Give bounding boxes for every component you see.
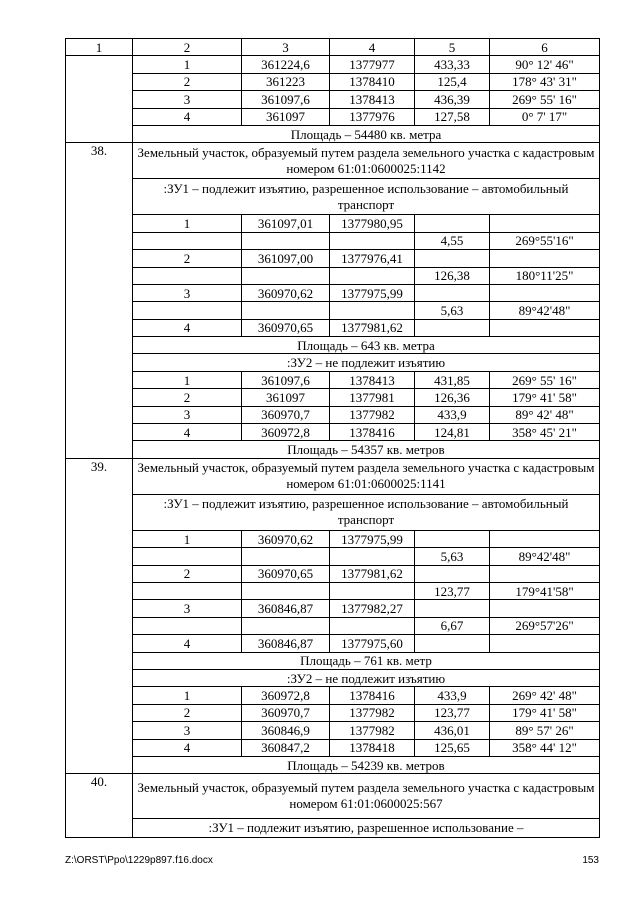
point-row xyxy=(66,267,600,284)
cell-col-5: 126,38 xyxy=(415,267,490,284)
cell-col-4: 1378413 xyxy=(330,91,415,108)
cell-col-2: 3 xyxy=(133,600,242,617)
cell-col-5: 431,85 xyxy=(415,371,490,388)
header-col-1: 1 xyxy=(66,39,133,56)
coordinates-table xyxy=(65,38,600,838)
cell-col-6: 89°42'48" xyxy=(490,302,600,319)
cell-col-5 xyxy=(415,319,490,336)
cell-col-3 xyxy=(242,617,330,634)
cell-col-6: 179°41'58" xyxy=(490,582,600,599)
cell-col-4: 1378410 xyxy=(330,73,415,90)
parcel-description-row xyxy=(66,774,600,819)
cell-col-2: 3 xyxy=(133,722,242,739)
cell-col-3: 360970,7 xyxy=(242,704,330,721)
cell-col-2: 1 xyxy=(133,371,242,388)
cell-col-3: 361097,00 xyxy=(242,250,330,267)
cell-col-5: 4,55 xyxy=(415,232,490,249)
cell-col-4: 1377982 xyxy=(330,704,415,721)
cell-col-4 xyxy=(330,617,415,634)
cell-col-3: 361097,6 xyxy=(242,91,330,108)
cell-col-2: 2 xyxy=(133,704,242,721)
parcel-description: Земельный участок, образуемый путем раздела земельного участка с кадастровым номером 61:01:0600025:1141 xyxy=(133,458,600,494)
area-row xyxy=(66,756,600,773)
cell-col-4: 1377980,95 xyxy=(330,215,415,232)
cell-col-3 xyxy=(242,582,330,599)
cell-col-3 xyxy=(242,232,330,249)
cell-col-3: 360972,8 xyxy=(242,424,330,441)
cell-col-5: 123,77 xyxy=(415,704,490,721)
cell-col-6: 269° 42' 48" xyxy=(490,687,600,704)
cell-col-3: 361097 xyxy=(242,108,330,125)
zu1-title: :ЗУ1 – подлежит изъятию, разрешенное использование – автомобильный транспорт xyxy=(133,179,600,215)
cell-col-2 xyxy=(133,548,242,565)
parcel-number: 40. xyxy=(66,774,133,838)
cell-col-2: 3 xyxy=(133,91,242,108)
cell-col-2: 1 xyxy=(133,530,242,547)
cell-col-6: 0° 7' 17" xyxy=(490,108,600,125)
cell-col-4: 1378418 xyxy=(330,739,415,756)
cell-col-5: 125,4 xyxy=(415,73,490,90)
zu1-area: Площадь – 643 кв. метра xyxy=(133,337,600,354)
cell-col-2: 3 xyxy=(133,284,242,301)
zu2-title: :ЗУ2 – не подлежит изъятию xyxy=(133,669,600,686)
cell-col-6 xyxy=(490,635,600,652)
cell-col-6 xyxy=(490,530,600,547)
cell-col-6: 269°55'16" xyxy=(490,232,600,249)
zu2-area: Площадь – 54357 кв. метров xyxy=(133,441,600,458)
cell-col-3: 361097 xyxy=(242,389,330,406)
zu2-title-row xyxy=(66,354,600,371)
cell-col-5 xyxy=(415,600,490,617)
area-row xyxy=(66,337,600,354)
cell-col-4: 1378416 xyxy=(330,687,415,704)
cell-col-3: 360846,87 xyxy=(242,635,330,652)
point-row xyxy=(66,722,600,739)
cell-col-4: 1377982 xyxy=(330,722,415,739)
cell-col-3: 360970,65 xyxy=(242,565,330,582)
cell-col-2: 2 xyxy=(133,565,242,582)
parcel-description: Земельный участок, образуемый путем раздела земельного участка с кадастровым номером 61:01:0600025:567 xyxy=(133,774,600,819)
parcel-description-row xyxy=(66,143,600,179)
cell-col-3: 360846,9 xyxy=(242,722,330,739)
zu1-title-row xyxy=(66,819,600,838)
cell-col-6: 358° 45' 21" xyxy=(490,424,600,441)
cell-col-3: 360970,62 xyxy=(242,530,330,547)
cell-col-2: 4 xyxy=(133,108,242,125)
point-row xyxy=(66,250,600,267)
cell-col-5 xyxy=(415,530,490,547)
cell-col-5: 5,63 xyxy=(415,302,490,319)
cell-col-6: 89° 42' 48" xyxy=(490,406,600,423)
cell-col-4: 1377981,62 xyxy=(330,565,415,582)
zu2-title-row xyxy=(66,669,600,686)
cell-col-3 xyxy=(242,302,330,319)
cell-col-5: 127,58 xyxy=(415,108,490,125)
point-row xyxy=(66,215,600,232)
cell-col-2: 4 xyxy=(133,424,242,441)
cell-col-6 xyxy=(490,319,600,336)
point-row xyxy=(66,319,600,336)
zu1-title: :ЗУ1 – подлежит изъятию, разрешенное использование – xyxy=(133,819,600,838)
cell-col-3: 360847,2 xyxy=(242,739,330,756)
cell-col-3: 360846,87 xyxy=(242,600,330,617)
point-row xyxy=(66,73,600,90)
cell-col-2 xyxy=(133,232,242,249)
cell-col-4 xyxy=(330,548,415,565)
cell-col-6: 89°42'48" xyxy=(490,548,600,565)
cell-col-6: 90° 12' 46" xyxy=(490,56,600,73)
header-col-5: 5 xyxy=(415,39,490,56)
cell-col-3 xyxy=(242,267,330,284)
cell-col-4: 1377981 xyxy=(330,389,415,406)
cell-col-5: 126,36 xyxy=(415,389,490,406)
cell-col-4: 1377975,60 xyxy=(330,635,415,652)
cell-col-6: 178° 43' 31" xyxy=(490,73,600,90)
cell-col-5: 436,01 xyxy=(415,722,490,739)
cell-col-5 xyxy=(415,215,490,232)
point-row xyxy=(66,406,600,423)
cell-col-2: 4 xyxy=(133,635,242,652)
point-row xyxy=(66,600,600,617)
point-row xyxy=(66,530,600,547)
parcel-description-row xyxy=(66,458,600,494)
cell-col-4: 1377982,27 xyxy=(330,600,415,617)
zu2-title: :ЗУ2 – не подлежит изъятию xyxy=(133,354,600,371)
point-row xyxy=(66,687,600,704)
cell-col-5: 125,65 xyxy=(415,739,490,756)
point-row xyxy=(66,739,600,756)
header-col-4: 4 xyxy=(330,39,415,56)
point-row xyxy=(66,617,600,634)
cell-col-3: 360970,7 xyxy=(242,406,330,423)
point-row xyxy=(66,302,600,319)
cell-col-4: 1377977 xyxy=(330,56,415,73)
cell-col-5 xyxy=(415,284,490,301)
header-col-2: 2 xyxy=(133,39,242,56)
cell-col-3: 360972,8 xyxy=(242,687,330,704)
point-row xyxy=(66,91,600,108)
cell-col-5: 433,9 xyxy=(415,406,490,423)
area-row xyxy=(66,125,600,142)
cell-col-6 xyxy=(490,215,600,232)
cell-col-2: 1 xyxy=(133,687,242,704)
header-col-6: 6 xyxy=(490,39,600,56)
cell-col-2 xyxy=(133,302,242,319)
point-row xyxy=(66,635,600,652)
cell-col-2: 1 xyxy=(133,56,242,73)
point-row xyxy=(66,371,600,388)
zu1-title-row xyxy=(66,494,600,530)
point-row xyxy=(66,232,600,249)
cell-col-6: 269° 55' 16" xyxy=(490,91,600,108)
cell-col-2: 3 xyxy=(133,406,242,423)
area-row xyxy=(66,652,600,669)
cell-col-4: 1377981,62 xyxy=(330,319,415,336)
cell-col-6 xyxy=(490,284,600,301)
cell-col-6: 269°57'26" xyxy=(490,617,600,634)
cell-col-2 xyxy=(133,582,242,599)
point-row xyxy=(66,424,600,441)
cell-col-2: 4 xyxy=(133,739,242,756)
cell-col-3: 360970,65 xyxy=(242,319,330,336)
cell-col-5: 436,39 xyxy=(415,91,490,108)
cell-col-6: 180°11'25" xyxy=(490,267,600,284)
point-row xyxy=(66,389,600,406)
cell-col-2 xyxy=(133,267,242,284)
cell-col-6: 179° 41' 58" xyxy=(490,704,600,721)
zu2-area: Площадь – 54239 кв. метров xyxy=(133,756,600,773)
number-cell xyxy=(66,56,133,143)
cell-col-4: 1377976,41 xyxy=(330,250,415,267)
cell-col-5: 124,81 xyxy=(415,424,490,441)
cell-col-5: 433,33 xyxy=(415,56,490,73)
point-row xyxy=(66,704,600,721)
point-row xyxy=(66,284,600,301)
cell-col-5: 5,63 xyxy=(415,548,490,565)
cell-col-4: 1377982 xyxy=(330,406,415,423)
parcel-number: 39. xyxy=(66,458,133,773)
cell-col-4: 1378416 xyxy=(330,424,415,441)
header-row xyxy=(66,39,600,56)
parcel-number: 38. xyxy=(66,143,133,458)
cell-col-2: 4 xyxy=(133,319,242,336)
cell-col-3 xyxy=(242,548,330,565)
cell-col-4: 1377975,99 xyxy=(330,284,415,301)
cell-col-2: 2 xyxy=(133,73,242,90)
area-text: Площадь – 54480 кв. метра xyxy=(133,125,600,142)
cell-col-2: 2 xyxy=(133,389,242,406)
cell-col-6: 269° 55' 16" xyxy=(490,371,600,388)
cell-col-4: 1377975,99 xyxy=(330,530,415,547)
cell-col-5: 6,67 xyxy=(415,617,490,634)
cell-col-5: 433,9 xyxy=(415,687,490,704)
zu1-title-row xyxy=(66,179,600,215)
cell-col-2: 2 xyxy=(133,250,242,267)
point-row xyxy=(66,548,600,565)
footer-file-path: Z:\ORST\Ppo\1229p897.f16.docx xyxy=(65,855,213,866)
cell-col-6: 358° 44' 12" xyxy=(490,739,600,756)
cell-col-5 xyxy=(415,250,490,267)
point-row xyxy=(66,582,600,599)
zu1-title: :ЗУ1 – подлежит изъятию, разрешенное использование – автомобильный транспорт xyxy=(133,494,600,530)
cell-col-3: 360970,62 xyxy=(242,284,330,301)
cell-col-5: 123,77 xyxy=(415,582,490,599)
header-col-3: 3 xyxy=(242,39,330,56)
cell-col-4 xyxy=(330,232,415,249)
page-number: 153 xyxy=(582,855,599,866)
cell-col-4 xyxy=(330,267,415,284)
cell-col-3: 361097,01 xyxy=(242,215,330,232)
cell-col-6 xyxy=(490,565,600,582)
cell-col-6: 89° 57' 26" xyxy=(490,722,600,739)
cell-col-4 xyxy=(330,302,415,319)
cell-col-4: 1377976 xyxy=(330,108,415,125)
cell-col-3: 361223 xyxy=(242,73,330,90)
cell-col-3: 361224,6 xyxy=(242,56,330,73)
cell-col-6: 179° 41' 58" xyxy=(490,389,600,406)
point-row xyxy=(66,56,600,73)
parcel-description: Земельный участок, образуемый путем раздела земельного участка с кадастровым номером 61:01:0600025:1142 xyxy=(133,143,600,179)
cell-col-6 xyxy=(490,250,600,267)
cell-col-2: 1 xyxy=(133,215,242,232)
cell-col-3: 361097,6 xyxy=(242,371,330,388)
cell-col-4 xyxy=(330,582,415,599)
cell-col-4: 1378413 xyxy=(330,371,415,388)
cell-col-5 xyxy=(415,635,490,652)
cell-col-6 xyxy=(490,600,600,617)
cell-col-2 xyxy=(133,617,242,634)
cell-col-5 xyxy=(415,565,490,582)
zu1-area: Площадь – 761 кв. метр xyxy=(133,652,600,669)
point-row xyxy=(66,565,600,582)
point-row xyxy=(66,108,600,125)
area-row xyxy=(66,441,600,458)
